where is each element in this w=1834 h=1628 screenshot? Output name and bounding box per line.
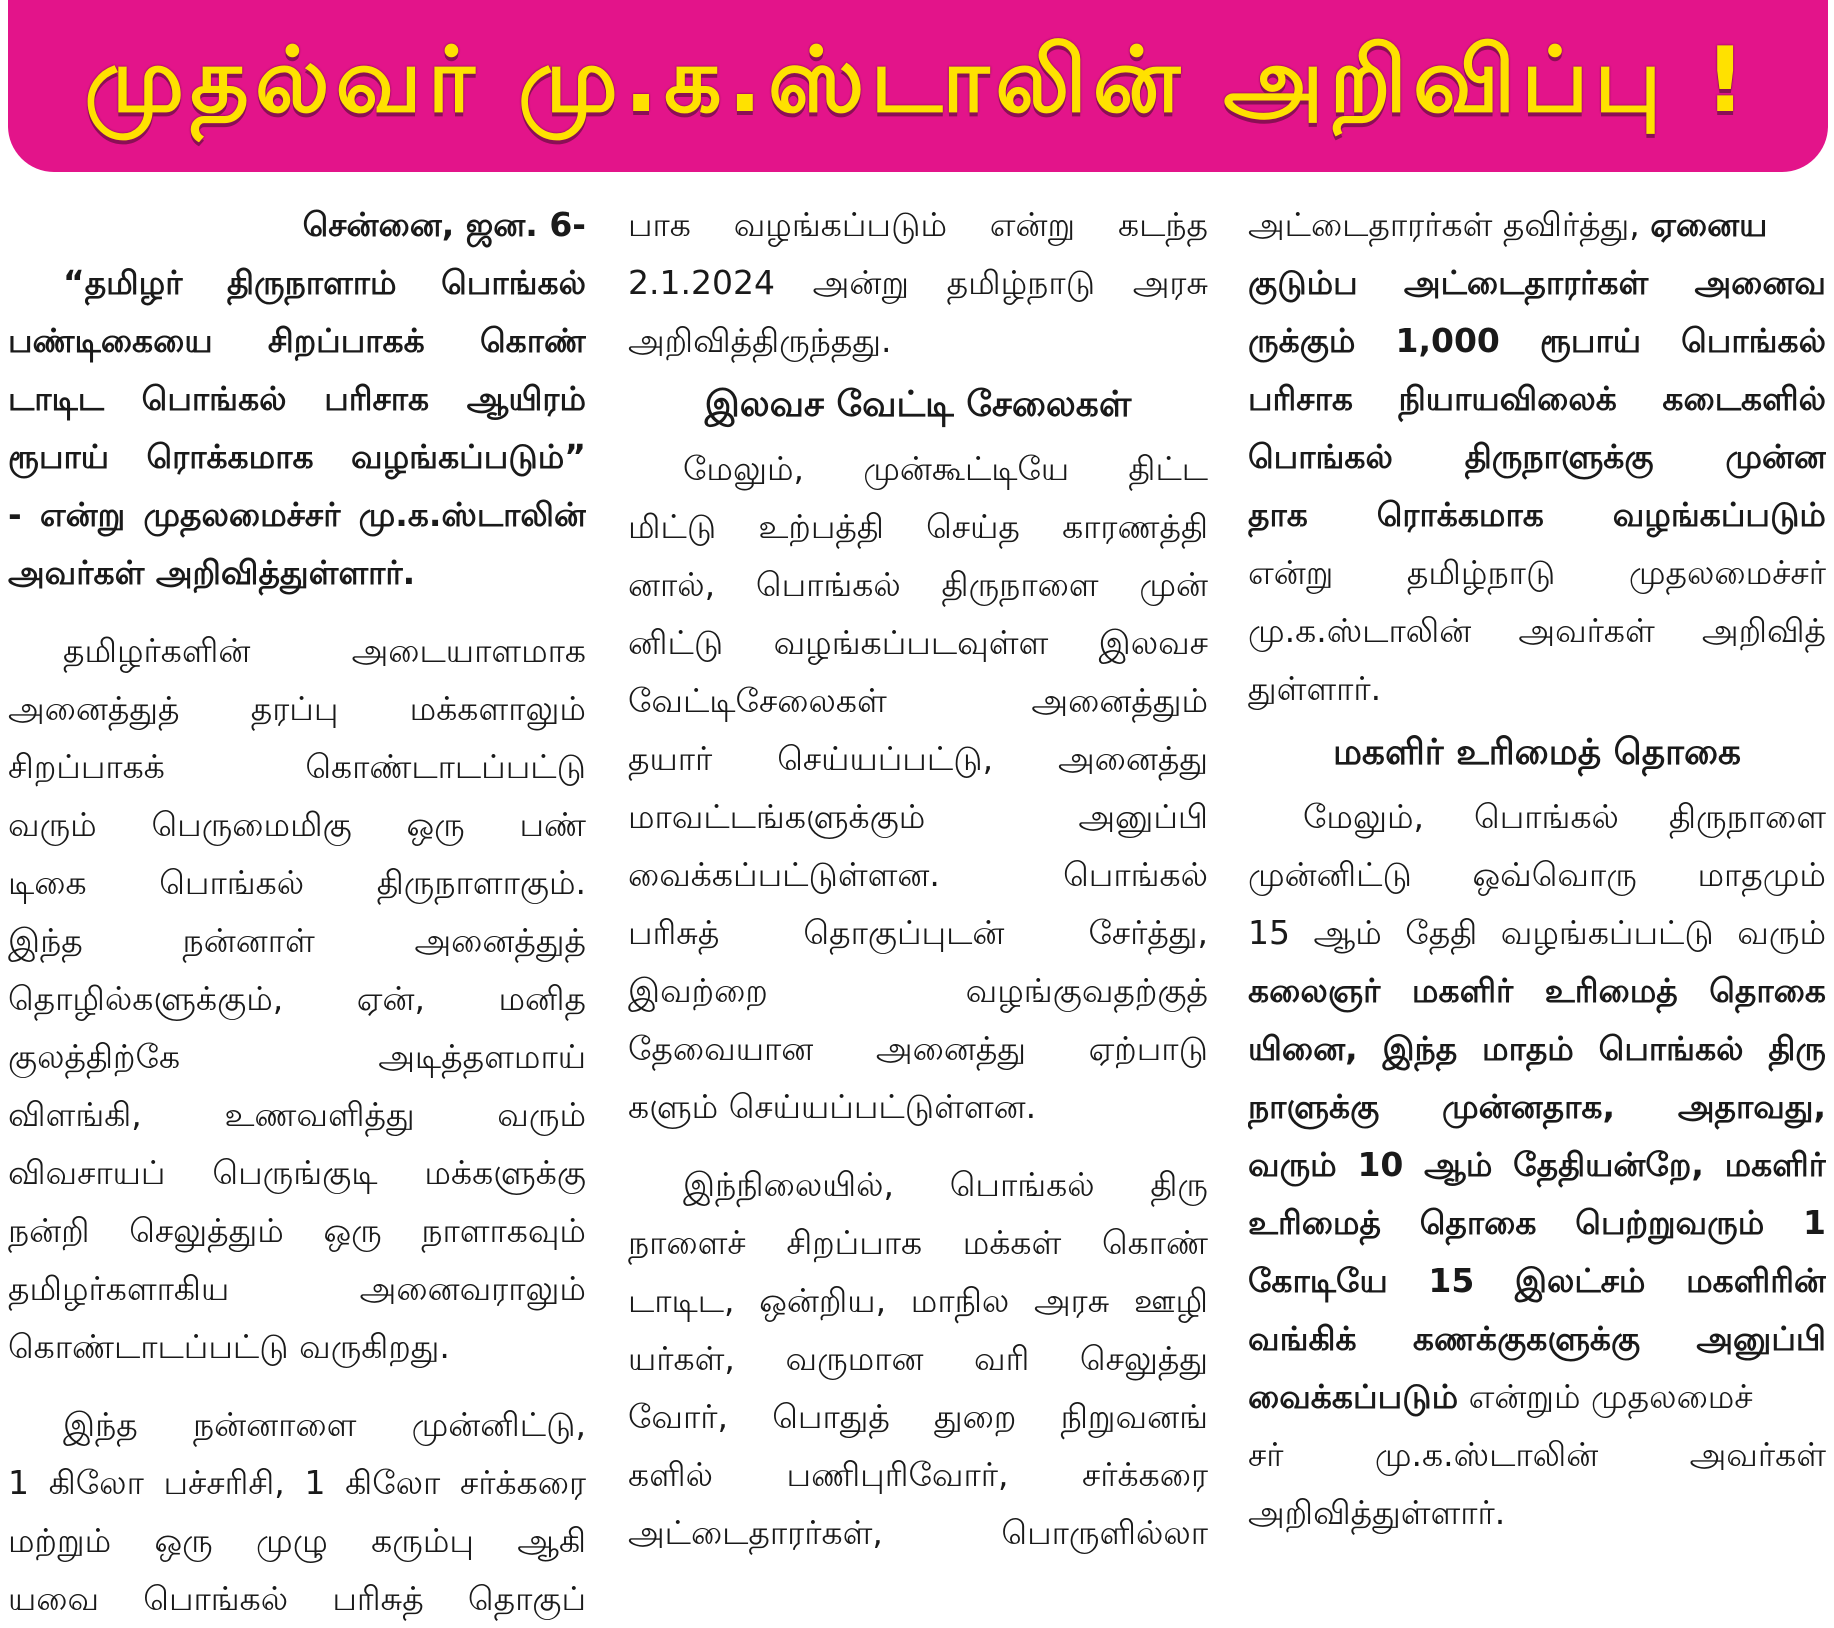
article-column-2 [628, 196, 1208, 1562]
article-line: அவர்கள் அறிவித்துள்ளார். [8, 553, 416, 592]
article-line: பொங்கல் திருநாளுக்கு முன்ன [1248, 437, 1826, 476]
article-line: ருக்கும் 1,000 ரூபாய் பொங்கல் [1248, 321, 1826, 360]
article-line: னால், பொங்கல் திருநாளை முன் [628, 565, 1208, 604]
article-line: வரும் பெருமைமிகு ஒரு பண் [8, 805, 586, 844]
article-line: அறிவித்திருந்தது. [628, 321, 892, 360]
article-line: பாக வழங்கப்படும் என்று கடந்த [628, 205, 1208, 244]
article-line: விவசாயப் பெருங்குடி மக்களுக்கு [8, 1153, 586, 1192]
article-text-bold: வைக்கப்படும் [1248, 1377, 1459, 1416]
article-text: என்றும் முதலமைச் [1468, 1377, 1753, 1416]
article-line: இவற்றை வழங்குவதற்குத் [628, 971, 1208, 1010]
article-line: இந்த நன்னாளை முன்னிட்டு, [63, 1405, 586, 1444]
article-line: மாவட்டங்களுக்கும் அனுப்பி [628, 797, 1208, 836]
article-line: கொண்டாடப்பட்டு வருகிறது. [8, 1327, 450, 1366]
article-line: மு.க.ஸ்டாலின் அவர்கள் அறிவித் [1248, 611, 1826, 650]
article-line: அட்டைதாரர்கள், பொருளில்லா [628, 1513, 1208, 1552]
article-line: 1 கிலோ பச்சரிசி, 1 கிலோ சர்க்கரை [8, 1463, 586, 1502]
article-line: தமிழர்களின் அடையாளமாக [63, 631, 586, 670]
article-line: னிட்டு வழங்கப்படவுள்ள இலவச [628, 623, 1208, 662]
article-line: மற்றும் ஒரு முழு கரும்பு ஆகி [8, 1521, 586, 1560]
article-line: “தமிழர் திருநாளாம் பொங்கல் [63, 263, 586, 302]
article-line: தயார் செய்யப்பட்டு, அனைத்து [628, 739, 1208, 778]
headline-banner [8, 0, 1828, 172]
article-line: யர்கள், வருமான வரி செலுத்து [628, 1339, 1208, 1378]
article-line: கலைஞர் மகளிர் உரிமைத் தொகை [1248, 971, 1826, 1010]
article-line: அனைத்துத் தரப்பு மக்களாலும் [8, 689, 586, 728]
article-line: களில் பணிபுரிவோர், சர்க்கரை [628, 1455, 1208, 1494]
article-line: மேலும், பொங்கல் திருநாளை [1303, 797, 1826, 836]
article-line: - என்று முதலமைச்சர் மு.க.ஸ்டாலின் [8, 495, 586, 534]
subheading-free-dhoti-saree: இலவச வேட்டி சேலைகள் [704, 384, 1132, 425]
article-line: தாக ரொக்கமாக வழங்கப்படும் [1248, 495, 1826, 534]
article-line: பண்டிகையை சிறப்பாகக் கொண் [8, 321, 586, 360]
article-line: டாடிட, ஒன்றிய, மாநில அரசு ஊழி [628, 1281, 1208, 1320]
article-line [1248, 1368, 1826, 1426]
article-line: களும் செய்யப்பட்டுள்ளன. [628, 1087, 1037, 1126]
article-line: டிகை பொங்கல் திருநாளாகும். [8, 863, 586, 902]
article-line: இந்த நன்னாள் அனைத்துத் [8, 921, 586, 960]
article-line: வைக்கப்பட்டுள்ளன. பொங்கல் [628, 855, 1208, 894]
article-line: 15 ஆம் தேதி வழங்கப்பட்டு வரும் [1248, 913, 1826, 952]
article-line: வரும் 10 ஆம் தேதியன்றே, மகளிர் [1248, 1145, 1826, 1184]
article-line: துள்ளார். [1248, 669, 1382, 708]
article-line: முன்னிட்டு ஒவ்வொரு மாதமும் [1248, 855, 1826, 894]
article-text-bold: ஏனைய [1650, 205, 1768, 244]
headline-title: முதல்வர் மு.க.ஸ்டாலின் அறிவிப்பு ! [84, 27, 1752, 133]
article-line: நன்றி செலுத்தும் ஒரு நாளாகவும் [8, 1211, 586, 1250]
article-line: நாளைச் சிறப்பாக மக்கள் கொண் [628, 1223, 1208, 1262]
article-column-3 [1248, 196, 1826, 1542]
article-line: என்று தமிழ்நாடு முதலமைச்சர் [1248, 553, 1826, 592]
article-line: குடும்ப அட்டைதாரர்கள் அனைவ [1248, 263, 1826, 302]
article-line: இந்நிலையில், பொங்கல் திரு [683, 1165, 1208, 1204]
article-line: 2.1.2024 அன்று தமிழ்நாடு அரசு [628, 263, 1208, 302]
article-line: யவை பொங்கல் பரிசுத் தொகுப் [8, 1579, 586, 1618]
article-line: மேலும், முன்கூட்டியே திட்ட [683, 449, 1208, 488]
article-line: உரிமைத் தொகை பெற்றுவரும் 1 [1248, 1203, 1826, 1242]
article-line: விளங்கி, உணவளித்து வரும் [8, 1095, 586, 1134]
article-line: தமிழர்களாகிய அனைவராலும் [8, 1269, 586, 1308]
article-line: நாளுக்கு முன்னதாக, அதாவது, [1248, 1087, 1826, 1126]
dateline: சென்னை, ஜன. 6- [302, 205, 586, 244]
article-line: யினை, இந்த மாதம் பொங்கல் திரு [1248, 1029, 1826, 1068]
article-text: அட்டைதாரர்கள் தவிர்த்து, [1248, 205, 1640, 244]
article-line: டாடிட பொங்கல் பரிசாக ஆயிரம் [8, 379, 586, 418]
article-line [1248, 196, 1826, 254]
article-column-1 [8, 196, 586, 1628]
article-line: மிட்டு உற்பத்தி செய்த காரணத்தி [628, 507, 1208, 546]
article-line: சர் மு.க.ஸ்டாலின் அவர்கள் [1248, 1435, 1826, 1474]
article-line: ரூபாய் ரொக்கமாக வழங்கப்படும்” [8, 437, 586, 476]
article-line: பரிசாக நியாயவிலைக் கடைகளில் [1248, 379, 1826, 418]
article-line: வேட்டிசேலைகள் அனைத்தும் [628, 681, 1208, 720]
article-line: அறிவித்துள்ளார். [1248, 1493, 1506, 1532]
article-line: தொழில்களுக்கும், ஏன், மனித [8, 979, 586, 1018]
article-line: சிறப்பாகக் கொண்டாடப்பட்டு [8, 747, 586, 786]
article-line: கோடியே 15 இலட்சம் மகளிரின் [1248, 1261, 1826, 1300]
article-line: வோர், பொதுத் துறை நிறுவனங் [628, 1397, 1208, 1436]
subheading-womens-entitlement: மகளிர் உரிமைத் தொகை [1332, 732, 1742, 773]
article-line: தேவையான அனைத்து ஏற்பாடு [628, 1029, 1208, 1068]
article-line: பரிசுத் தொகுப்புடன் சேர்த்து, [628, 913, 1208, 952]
article-line: வங்கிக் கணக்குகளுக்கு அனுப்பி [1248, 1319, 1826, 1358]
article-line: குலத்திற்கே அடித்தளமாய் [8, 1037, 586, 1076]
